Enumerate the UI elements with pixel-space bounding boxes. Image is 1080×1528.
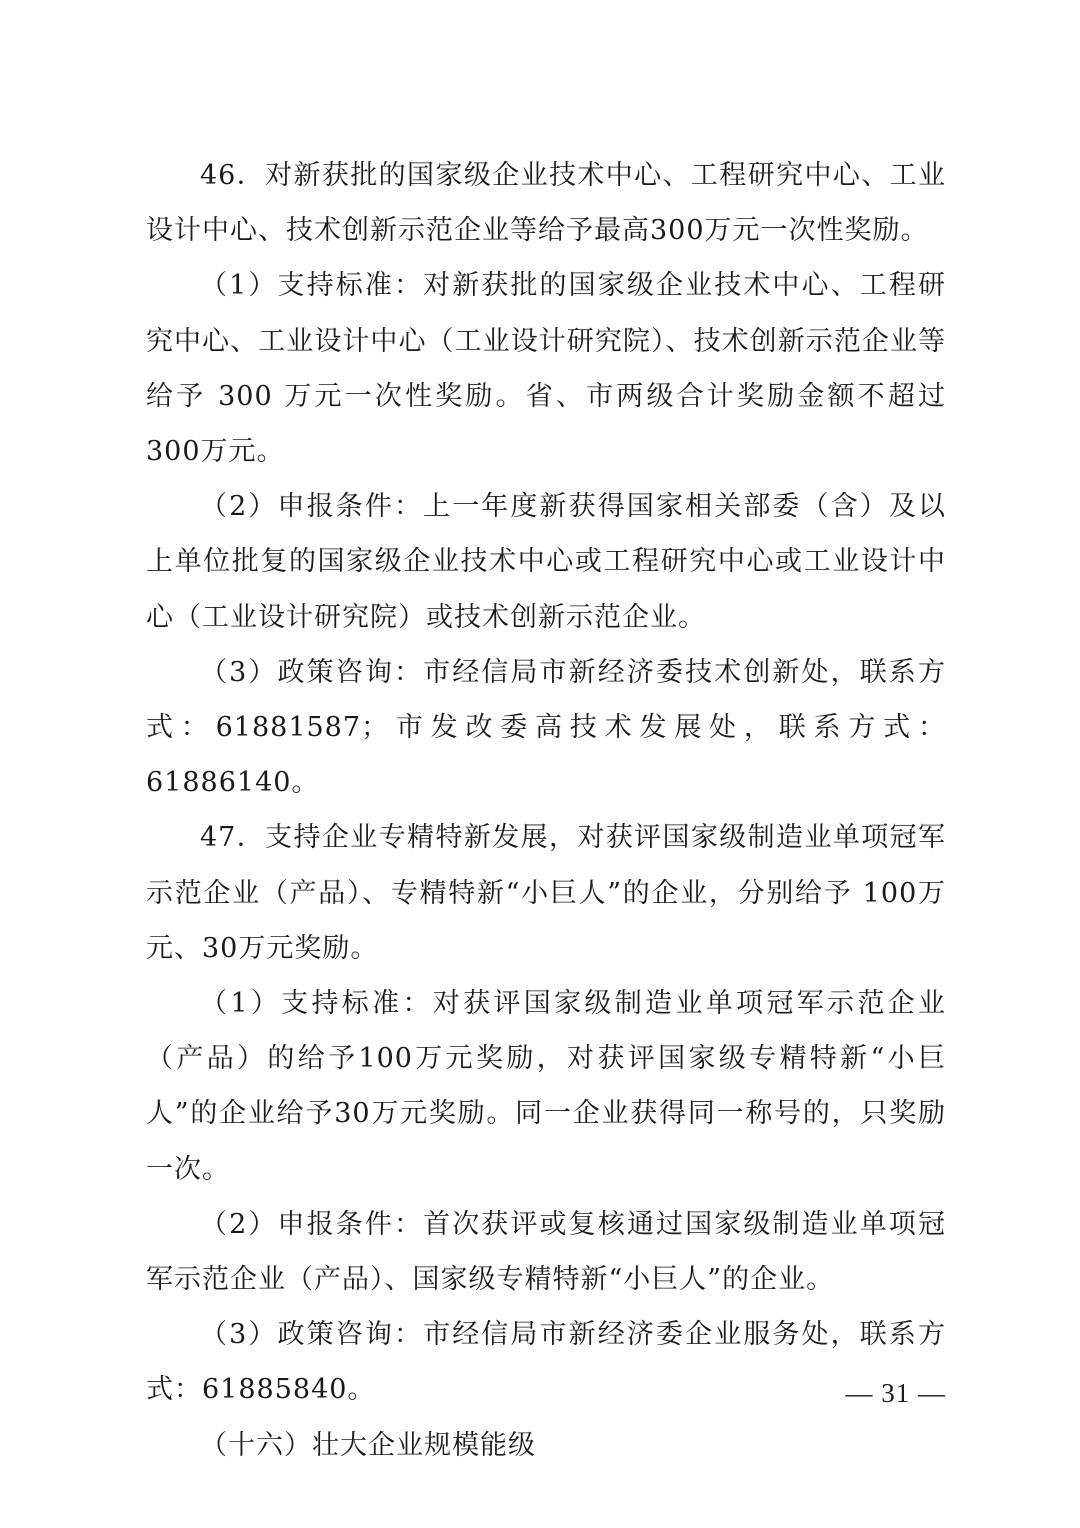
section-heading: （十六）壮大企业规模能级 xyxy=(200,1429,536,1461)
paragraph-item-46-policy-consultation: （3）政策咨询：市经信局市新经济委技术创新处，联系方式：61881587；市发改委高技术发展处，联系方式：61886140。 xyxy=(146,656,946,799)
document-body xyxy=(146,148,946,1473)
paragraph-item-47: 47．支持企业专精特新发展，对获评国家级制造业单项冠军示范企业（产品）、专精特新“小巨人”的企业，分别给予 100万元、30万元奖励。 xyxy=(146,822,946,964)
paragraph-item-47-application-conditions: （2）申报条件：首次获评或复核通过国家级制造业单项冠军示范企业（产品）、国家级专精特新“小巨人”的企业。 xyxy=(146,1208,946,1296)
page-number: — 31 — xyxy=(845,1378,946,1408)
paragraph-item-46-application-conditions: （2）申报条件：上一年度新获得国家相关部委（含）及以上单位批复的国家级企业技术中心或工程研究中心或工业设计中心（工业设计研究院）或技术创新示范企业。 xyxy=(146,491,946,633)
paragraph-item-46: 46．对新获批的国家级企业技术中心、工程研究中心、工业设计中心、技术创新示范企业等给予最高300万元一次性奖励。 xyxy=(146,160,946,247)
paragraph-item-46-support-standard: （1）支持标准：对新获批的国家级企业技术中心、工程研究中心、工业设计中心（工业设计研究院）、技术创新示范企业等给予 300 万元一次性奖励。省、市两级合计奖励金额不超过300万元。 xyxy=(146,270,946,468)
paragraph-item-47-policy-consultation: （3）政策咨询：市经信局市新经济委企业服务处，联系方式：61885840。 xyxy=(146,1319,946,1406)
paragraph-item-47-support-standard: （1）支持标准：对获评国家级制造业单项冠军示范企业（产品）的给予100万元奖励，对获评国家级专精特新“小巨人”的企业给予30万元奖励。同一企业获得同一称号的，只奖励一次。 xyxy=(146,988,946,1185)
